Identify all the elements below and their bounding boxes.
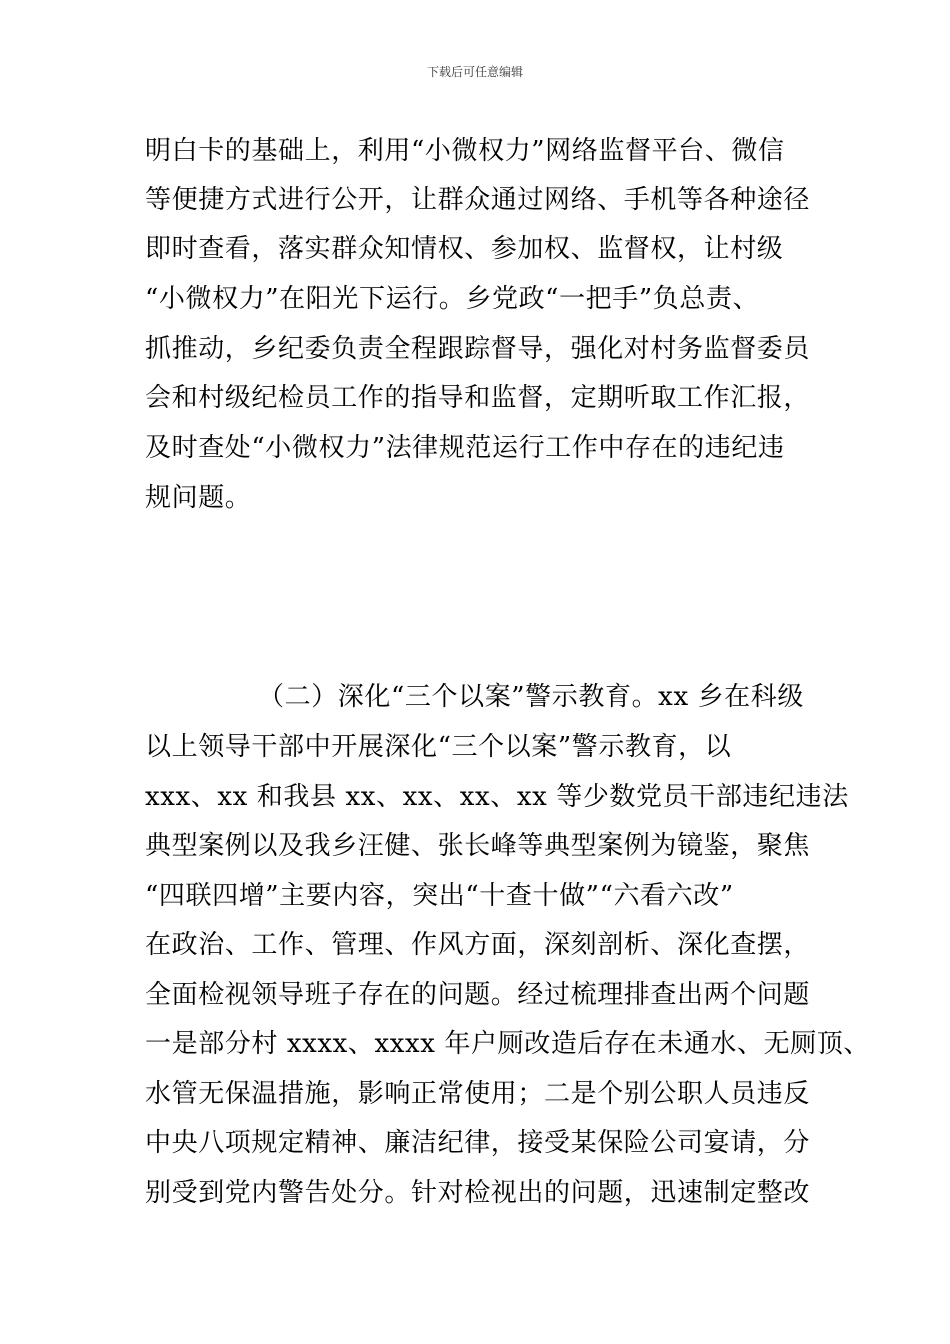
paragraph-line: 即时查看，落实群众知情权、参加权、监督权，让村级 <box>145 234 784 264</box>
paragraph-line: 以上领导干部中开展深化“三个以案”警示教育，以 <box>145 732 732 762</box>
paragraph-line: 一是部分村 xxxx、xxxx 年户厕改造后存在未通水、无厕顶、 <box>145 1029 871 1059</box>
paragraph-line: “小微权力”在阳光下运行。乡党政“一把手”负总责、 <box>145 284 760 314</box>
page-header-note: 下载后可任意编辑 <box>426 65 523 79</box>
paragraph-line: 典型案例以及我乡汪健、张长峰等典型案例为镜鉴，聚焦 <box>145 831 811 861</box>
paragraph-line: 及时查处“小微权力”法律规范运行工作中存在的违纪违 <box>145 433 785 463</box>
paragraph-line: “四联四增”主要内容，突出“十查十做”“六看六改” <box>145 881 734 911</box>
paragraph-line: 水管无保温措施，影响正常使用；二是个别公职人员违反 <box>145 1079 811 1109</box>
paragraph-line: 规问题。 <box>145 483 252 513</box>
paragraph-line: xxx、xx 和我县 xx、xx、xx、xx 等少数党员干部违纪违法 <box>145 782 849 812</box>
paragraph-line: 全面检视领导班子存在的问题。经过梳理排查出两个问题 <box>145 980 811 1010</box>
paragraph-line: 别受到党内警告处分。针对检视出的问题，迅速制定整改 <box>145 1178 811 1208</box>
paragraph-line: 会和村级纪检员工作的指导和监督，定期听取工作汇报， <box>145 383 811 413</box>
paragraph-line: 中央八项规定精神、廉洁纪律，接受某保险公司宴请，分 <box>145 1128 811 1158</box>
paragraph-line: 明白卡的基础上，利用“小微权力”网络监督平台、微信 <box>145 136 785 166</box>
paragraph-line: 抓推动，乡纪委负责全程跟踪督导，强化对村务监督委员 <box>145 334 811 364</box>
paragraph-line: 等便捷方式进行公开，让群众通过网络、手机等各种途径 <box>145 185 811 215</box>
paragraph-line: 在政治、工作、管理、作风方面，深刻剖析、深化查摆， <box>145 930 811 960</box>
paragraph-line: （二）深化“三个以案”警示教育。xx 乡在科级 <box>258 682 804 712</box>
